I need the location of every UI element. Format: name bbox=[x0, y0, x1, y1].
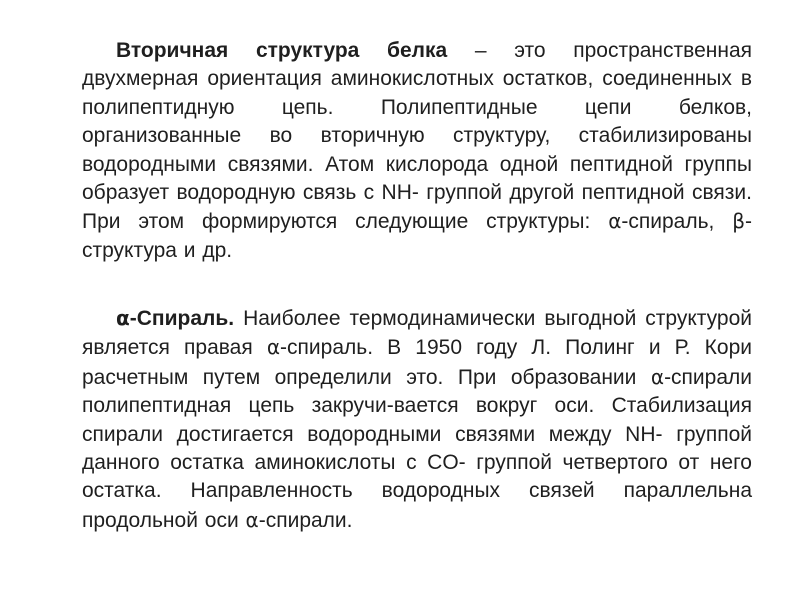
term-secondary-structure: Вторичная структура белка bbox=[116, 39, 448, 62]
paragraph-alpha-helix bbox=[82, 304, 752, 535]
term-alpha-helix bbox=[116, 307, 234, 330]
paragraph-text-segment: Наиболее термодинамически выгодной структурой является правая bbox=[82, 307, 752, 360]
paragraph-text-segment: -спираль. В 1950 году Л. Полинг и Р. Кори расчетным путем определили это. При образовании bbox=[82, 336, 752, 389]
paragraph-text-segment: -структура и др. bbox=[82, 210, 752, 262]
paragraph-text-segment: – это пространственная двухмерная ориентация аминокислотных остатков, соединенных в полипептидную цепь. Полипептидные цепи белков, организованные во вторичную структуру, стабилизированы водородными связями. Атом кислорода одной пептидной группы образует водородную связь с NH- группой другой пептидной связи. При этом формируются следующие структуры: bbox=[82, 39, 752, 234]
paragraph-text bbox=[82, 37, 752, 265]
alpha-symbol: α bbox=[245, 507, 259, 532]
alpha-symbol: α bbox=[266, 335, 281, 360]
beta-symbol: β bbox=[732, 209, 745, 234]
paragraph-secondary-structure bbox=[82, 37, 752, 265]
paragraph-text bbox=[82, 304, 752, 535]
alpha-symbol: α bbox=[608, 209, 622, 234]
alpha-symbol: α bbox=[650, 364, 665, 389]
paragraph-text-segment: -спирали. bbox=[258, 508, 353, 532]
paragraph-text-segment: -спирали полипептидная цепь закручи-вается вокруг оси. Стабилизация спирали достигается водородными связями между NH- группой данного остатка аминокислоты с CO- группой четвертого от него остатка. Направленность водородных связей параллельна продольной оси bbox=[82, 365, 752, 532]
paragraph-text-segment: -спираль, bbox=[621, 210, 733, 234]
alpha-symbol: α bbox=[116, 306, 130, 330]
term-alpha-helix-label: -Спираль. bbox=[129, 307, 235, 330]
